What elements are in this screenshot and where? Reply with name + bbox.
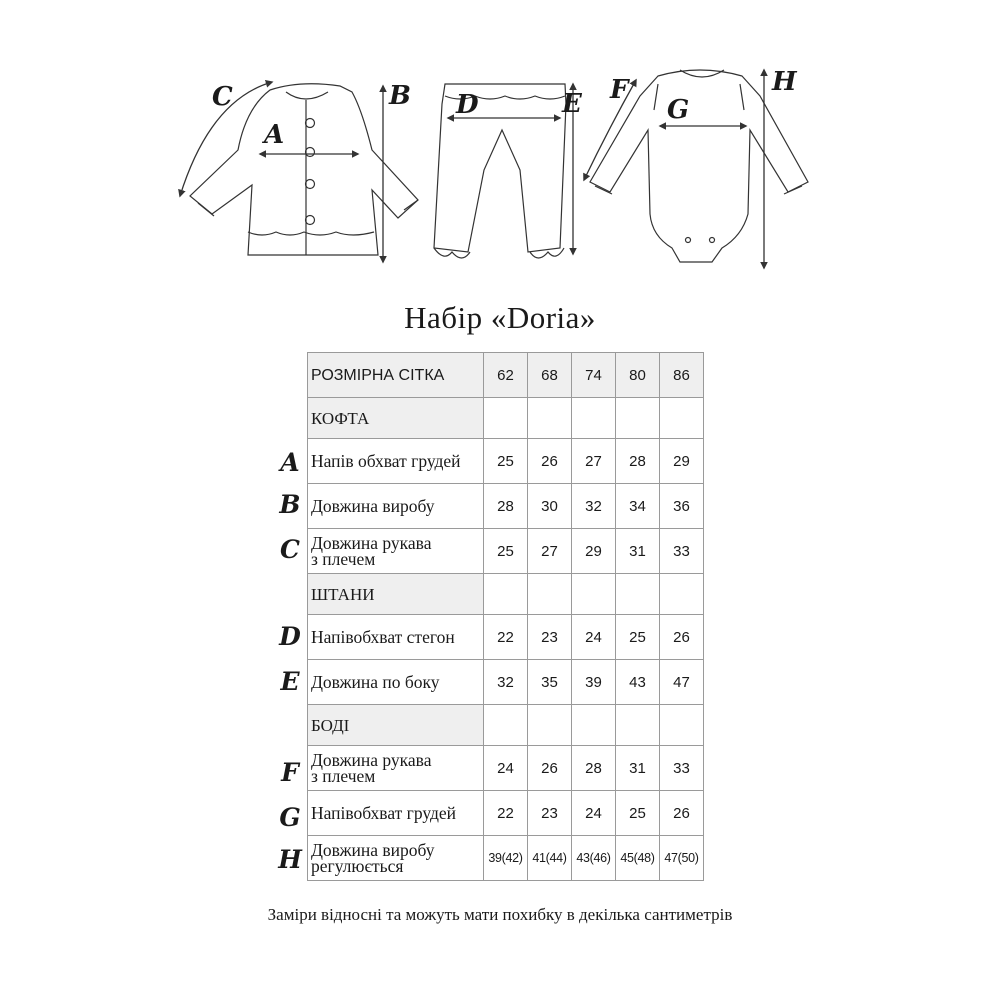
jacket-label-b: B (389, 81, 411, 111)
row-label: Довжина по боку (308, 660, 484, 705)
table-cell: 25 (484, 529, 528, 574)
table-cell: 24 (572, 791, 616, 836)
row-label-line2: з плечем (311, 766, 376, 786)
table-cell: 45(48) (616, 836, 660, 881)
table-row (308, 660, 704, 705)
jacket-label-a: A (264, 120, 285, 150)
size-header: 68 (528, 353, 572, 398)
table-cell: 36 (660, 484, 704, 529)
row-letter-c: C (280, 535, 300, 564)
table-cell: 26 (528, 746, 572, 791)
row-label-line1: Довжина виробу (311, 840, 435, 860)
table-cell: 39(42) (484, 836, 528, 881)
size-header: 74 (572, 353, 616, 398)
table-cell: 32 (572, 484, 616, 529)
row-letter-b: B (279, 490, 301, 519)
table-cell: 29 (660, 439, 704, 484)
table-cell: 27 (572, 439, 616, 484)
section-row-pants (308, 574, 704, 615)
table-cell: 22 (484, 791, 528, 836)
bodysuit-label-h: H (772, 67, 797, 97)
table-cell: 30 (528, 484, 572, 529)
jacket-label-c: C (212, 82, 233, 112)
row-label (308, 529, 484, 574)
table-cell: 26 (660, 615, 704, 660)
table-cell: 43 (616, 660, 660, 705)
table-cell: 26 (660, 791, 704, 836)
table-cell: 22 (484, 615, 528, 660)
section-title: ШТАНИ (308, 574, 484, 615)
row-label-line2: з плечем (311, 549, 376, 569)
table-cell: 47(50) (660, 836, 704, 881)
row-letter-h: H (278, 845, 302, 874)
row-letter-e: E (280, 667, 300, 696)
table-cell: 24 (484, 746, 528, 791)
bodysuit-label-g: G (667, 95, 690, 125)
table-cell: 28 (616, 439, 660, 484)
table-cell: 35 (528, 660, 572, 705)
table-cell: 23 (528, 791, 572, 836)
table-cell: 25 (616, 615, 660, 660)
table-cell: 43(46) (572, 836, 616, 881)
row-label-line1: Довжина рукава (311, 750, 432, 770)
table-header-row (308, 353, 704, 398)
table-cell: 25 (484, 439, 528, 484)
table-row (308, 746, 704, 791)
table-cell: 34 (616, 484, 660, 529)
row-label (308, 746, 484, 791)
table-cell: 23 (528, 615, 572, 660)
table-cell: 33 (660, 529, 704, 574)
table-cell: 28 (484, 484, 528, 529)
table-cell: 24 (572, 615, 616, 660)
footnote: Заміри відносні та можуть мати похибку в декілька сантиметрів (267, 905, 733, 924)
section-title: БОДІ (308, 705, 484, 746)
table-row (308, 615, 704, 660)
table-row (308, 439, 704, 484)
table-cell: 31 (616, 529, 660, 574)
table-cell: 32 (484, 660, 528, 705)
pants-label-e: E (562, 89, 582, 119)
table-cell: 25 (616, 791, 660, 836)
table-cell: 47 (660, 660, 704, 705)
table-cell: 26 (528, 439, 572, 484)
row-letter-d: D (279, 622, 301, 651)
row-label (308, 836, 484, 881)
row-label-line2: регулюється (311, 856, 404, 876)
table-cell: 31 (616, 746, 660, 791)
table-cell: 27 (528, 529, 572, 574)
row-label: Напівобхват грудей (308, 791, 484, 836)
table-cell: 29 (572, 529, 616, 574)
row-letter-f: F (281, 758, 299, 787)
page-title: Набір «Doria» (404, 300, 596, 335)
size-header: 80 (616, 353, 660, 398)
table-cell: 41(44) (528, 836, 572, 881)
table-row (308, 529, 704, 574)
table-cell: 33 (660, 746, 704, 791)
bodysuit-label-f: F (610, 75, 629, 105)
size-header: 86 (660, 353, 704, 398)
section-row-bodysuit (308, 705, 704, 746)
table-row (308, 484, 704, 529)
section-row-jacket (308, 398, 704, 439)
section-title: КОФТА (308, 398, 484, 439)
row-label: Довжина виробу (308, 484, 484, 529)
table-header-label: РОЗМІРНА СІТКА (308, 353, 484, 398)
pants-sketch (434, 84, 566, 258)
table-row (308, 836, 704, 881)
size-header: 62 (484, 353, 528, 398)
row-letter-g: G (279, 803, 301, 832)
table-cell: 28 (572, 746, 616, 791)
pants-label-d: D (456, 90, 479, 120)
row-label: Напівобхват стегон (308, 615, 484, 660)
table-cell: 39 (572, 660, 616, 705)
row-label-line1: Довжина рукава (311, 533, 432, 553)
row-label: Напів обхват грудей (308, 439, 484, 484)
table-row (308, 791, 704, 836)
size-table (307, 352, 704, 881)
garment-sketches (0, 0, 1000, 300)
row-letter-a: A (280, 448, 300, 477)
